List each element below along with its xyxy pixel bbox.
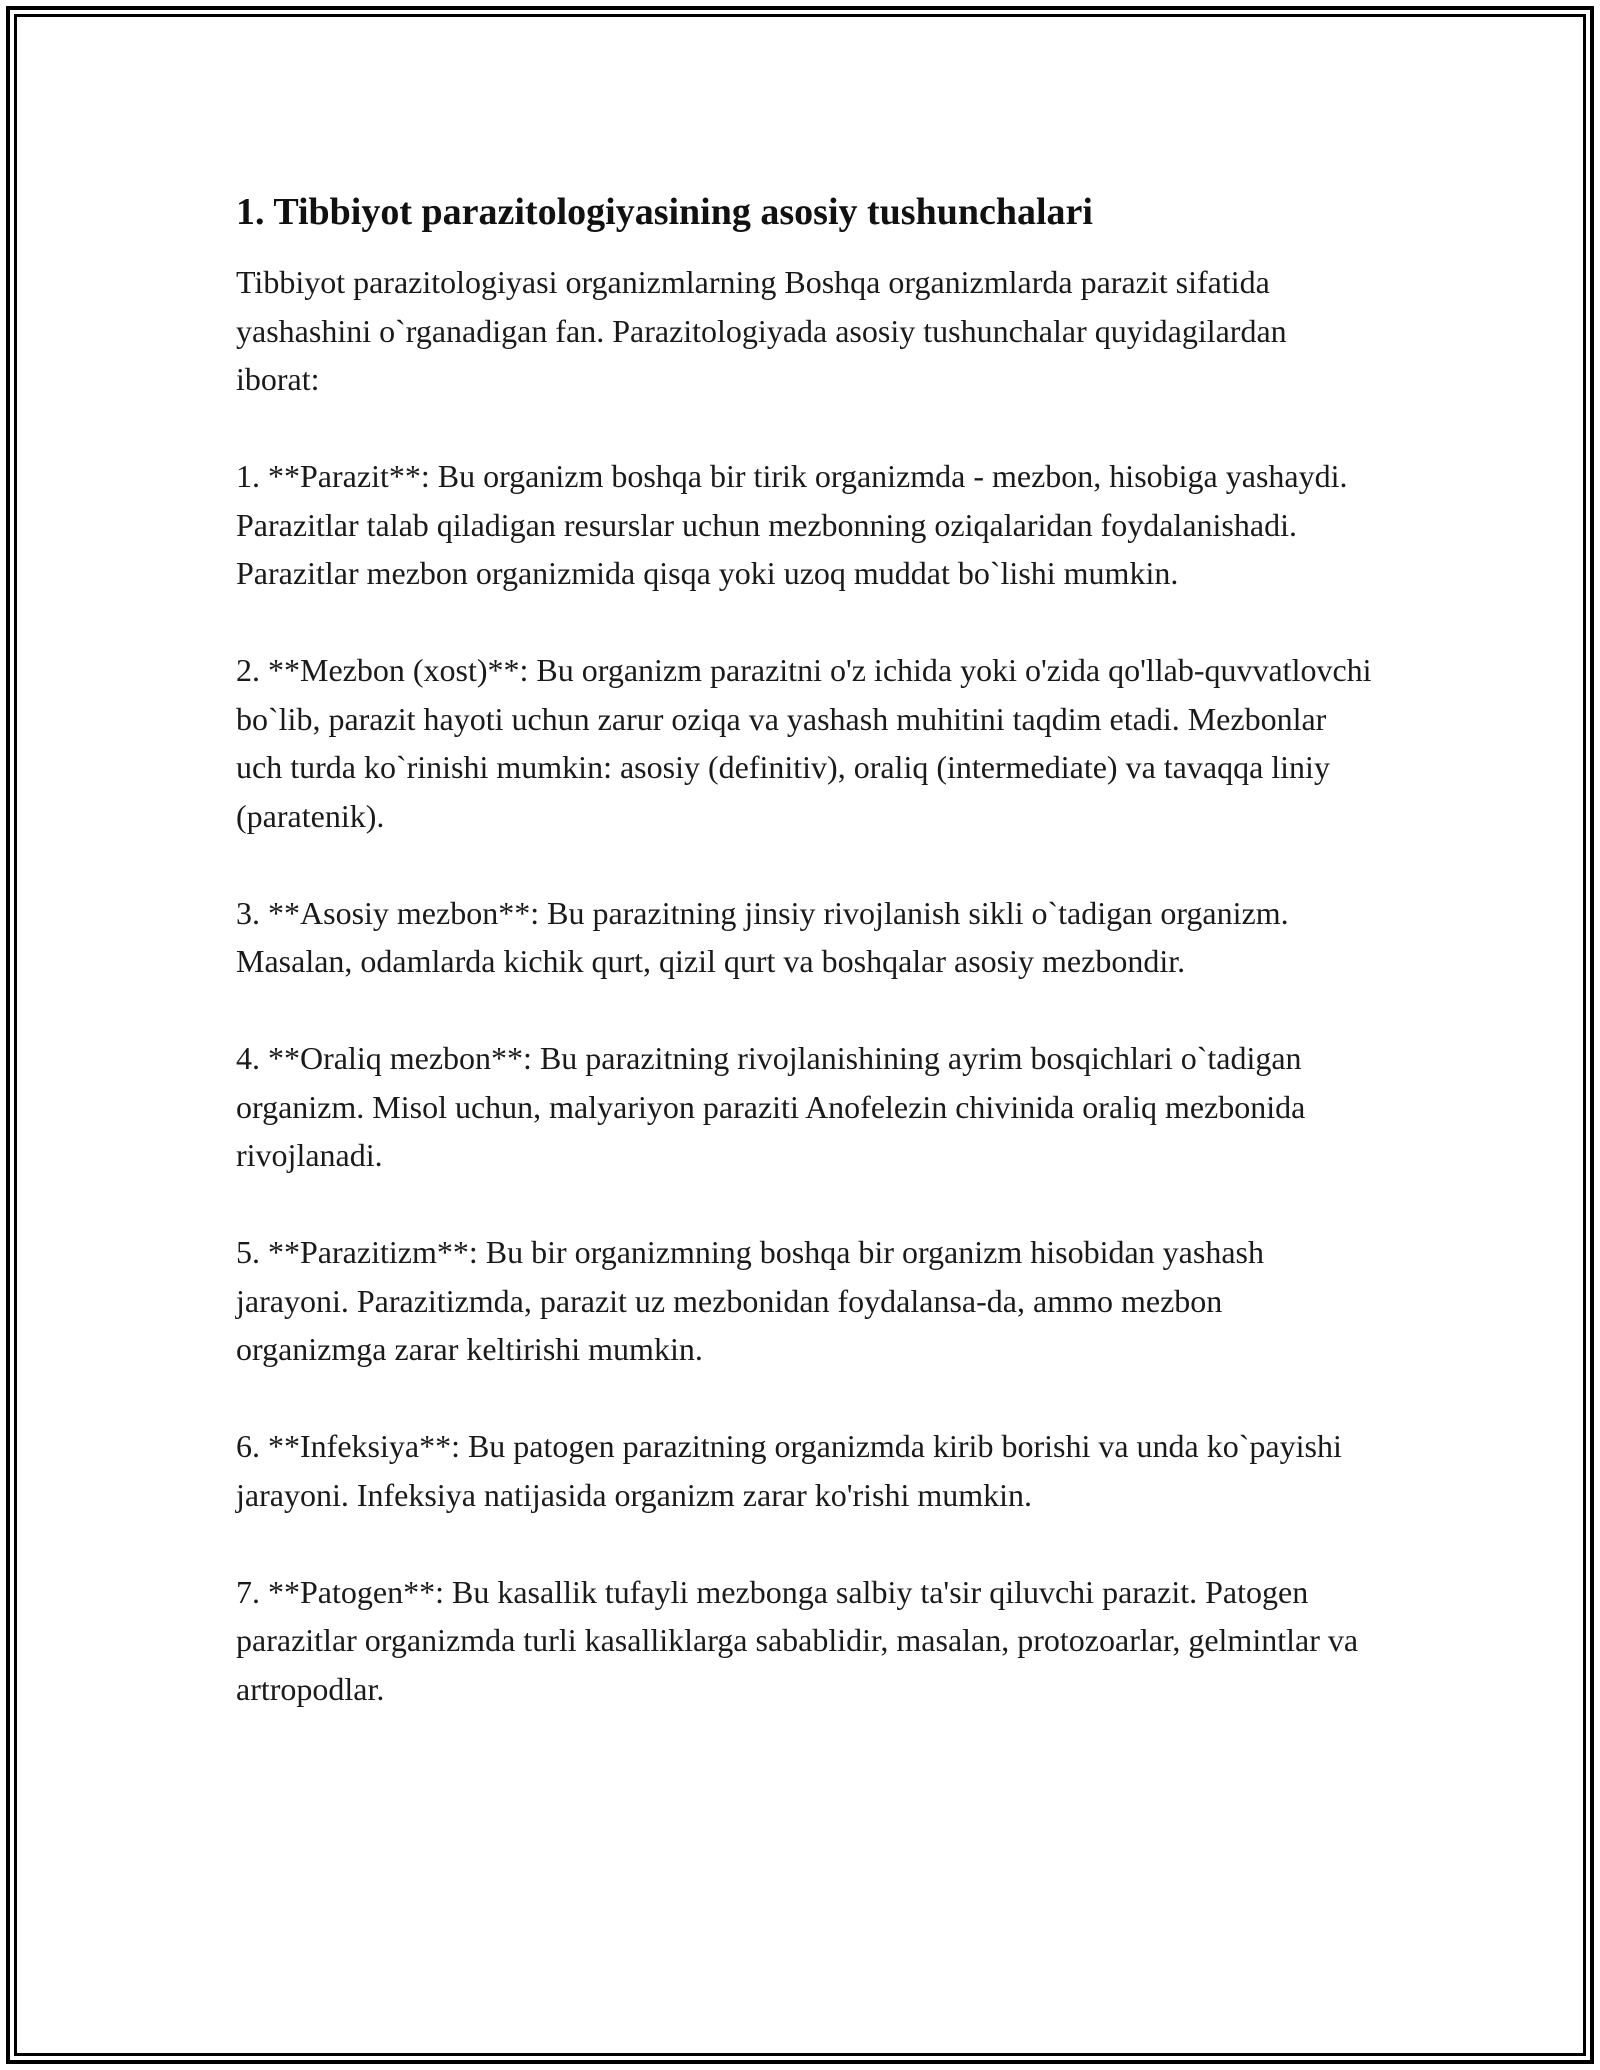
list-item-parazit: 1. **Parazit**: Bu organizm boshqa bir tirik organizmda - mezbon, hisobiga yashaydi. Parazitlar talab qiladigan resurslar uchun mezbonning oziqalaridan foydalanishadi. Parazitlar mezbon organizmida qisqa yoki uzoq muddat bo`lishi mumkin. — [236, 458, 1348, 591]
list-item-asosiy-mezbon: 3. **Asosiy mezbon**: Bu parazitning jinsiy rivojlanish sikli o`tadigan organizm. Masalan, odamlarda kichik qurt, qizil qurt va boshqalar asosiy mezbondir. — [236, 894, 1289, 979]
list-item-parazitizm: 5. **Parazitizm**: Bu bir organizmning boshqa bir organizm hisobidan yashash jarayoni. Parazitizmda, parazit uz mezbonidan foydalansa-da, ammo mezbon organizmga zarar keltirishi mumkin. — [236, 1234, 1264, 1367]
list-item-infeksiya: 6. **Infeksiya**: Bu patogen parazitning organizmda kirib borishi va unda ko`payishi jarayoni. Infeksiya natijasida organizm zarar ko'rishi mumkin. — [236, 1428, 1342, 1513]
list-item-mezbon: 2. **Mezbon (xost)**: Bu organizm parazitni o'z ichida yoki o'zida qo'llab-quvvatlovchi bo`lib, parazit hayoti uchun zarur oziqa va yashash muhitini taqdim etadi. Mezbonlar uch turda ko`rinishi mumkin: asosiy (definitiv), oraliq (intermediate) va tavaqqa liniy (paratenik). — [236, 652, 1372, 834]
document-title: 1. Tibbiyot parazitologiyasining asosiy tushunchalari — [236, 191, 1093, 233]
document-body — [236, 186, 1376, 1713]
intro-paragraph: Tibbiyot parazitologiyasi organizmlarning Boshqa organizmlarda parazit sifatida yashashini o`rganadigan fan. Parazitologiyada asosiy tushunchalar quyidagilardan iborat: — [236, 264, 1287, 397]
paragraph-gap — [236, 1180, 1376, 1229]
list-item-patogen: 7. **Patogen**: Bu kasallik tufayli mezbonga salbiy ta'sir qiluvchi parazit. Patogen parazitlar organizmda turli kasalliklarga sabablidir, masalan, protozoarlar, gelmintlar va artropodlar. — [236, 1573, 1359, 1707]
paragraph-gap — [236, 598, 1376, 647]
paragraph-gap — [236, 1519, 1376, 1568]
paragraph-gap — [236, 1374, 1376, 1423]
paragraph-gap — [236, 840, 1376, 889]
list-item-oraliq-mezbon: 4. **Oraliq mezbon**: Bu parazitning rivojlanishining ayrim bosqichlari o`tadigan organizm. Misol uchun, malyariyon paraziti Anofelezin chivinida oraliq mezbonida rivojlanadi. — [236, 1040, 1306, 1173]
paragraph-gap — [236, 986, 1376, 1035]
paragraph-gap — [236, 404, 1376, 453]
